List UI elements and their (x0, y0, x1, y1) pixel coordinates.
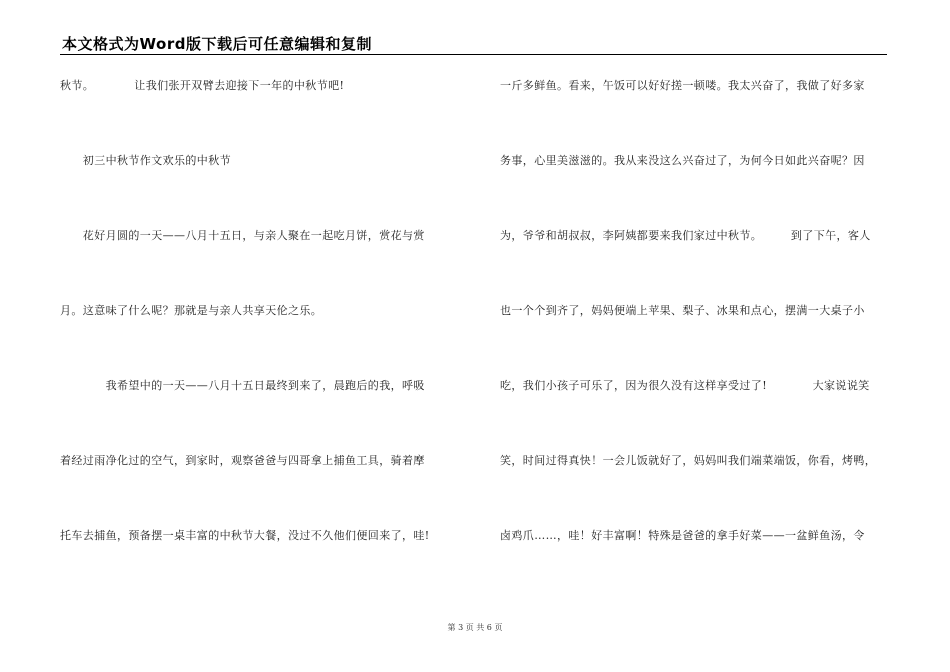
text-line: 花好月圆的一天——八月十五日，与亲人聚在一起吃月饼，赏花与赏 (60, 229, 425, 242)
text-line: 一斤多鲜鱼。看来，午饭可以好好搓一顿喽。我太兴奋了，我做了好多家 (500, 79, 865, 92)
text-line: 着经过雨净化过的空气，到家时，观察爸爸与四哥拿上捕鱼工具，骑着摩 (60, 454, 425, 467)
document-header-title: 本文格式为Word版下载后可任意编辑和复制 (62, 35, 372, 53)
text-line: 我希望中的一天——八月十五日最终到来了，晨跑后的我，呼吸 (60, 379, 425, 392)
text-line: 务事，心里美滋滋的。我从来没这么兴奋过了，为何今日如此兴奋呢？因 (500, 154, 865, 167)
text-line: 笑，时间过得真快！一会儿饭就好了，妈妈叫我们端菜端饭，你看，烤鸭， (500, 454, 877, 467)
text-line: 初三中秋节作文欢乐的中秋节 (60, 154, 231, 167)
text-line: 吃，我们小孩子可乐了，因为很久没有这样享受过了! 大家说说笑 (500, 379, 870, 392)
page-number-footer: 第 3 页 共 6 页 (447, 623, 503, 632)
text-line: 为，爷爷和胡叔叔，李阿姨都要来我们家过中秋节。 到了下午，客人 (500, 229, 871, 242)
text-line: 月。这意味了什么呢？那就是与亲人共享天伦之乐。 (60, 304, 323, 317)
text-line: 秋节。 让我们张开双臂去迎接下一年的中秋节吧! (60, 79, 345, 92)
text-line: 也一个个到齐了，妈妈便端上苹果、梨子、冰果和点心，摆满一大桌子小 (500, 304, 865, 317)
header-divider (60, 54, 887, 55)
text-line: 托车去捕鱼，预备摆一桌丰富的中秋节大餐，没过不久他们便回来了，哇! (60, 529, 430, 542)
text-line: 卤鸡爪……，哇！好丰富啊！特殊是爸爸的拿手好菜——一盆鲜鱼汤，令 (500, 529, 865, 542)
